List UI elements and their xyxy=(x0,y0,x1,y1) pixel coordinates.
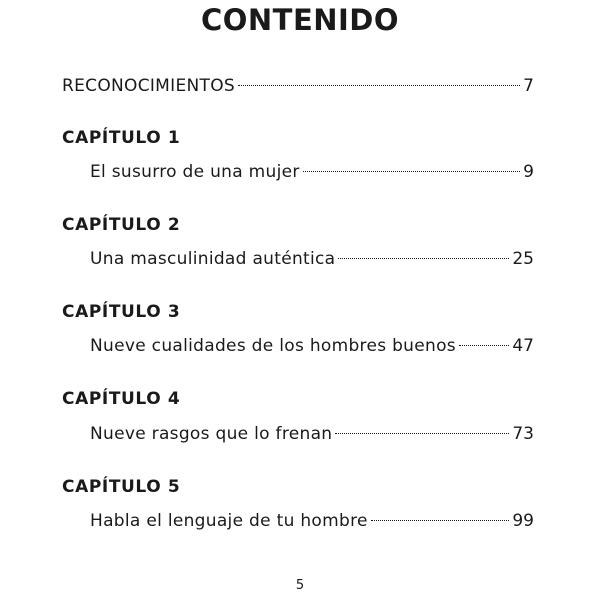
toc-entry-label: RECONOCIMIENTOS xyxy=(62,76,235,96)
toc-entry-label: Habla el lenguaje de tu hombre xyxy=(90,511,368,531)
toc-entry-chapter-4[interactable] xyxy=(90,417,534,445)
dot-leader xyxy=(238,69,520,91)
page-title: CONTENIDO xyxy=(200,3,400,37)
toc-entry-page: 47 xyxy=(512,336,534,356)
toc-entry-label: El susurro de una mujer xyxy=(90,162,300,182)
chapter-heading-2: CAPÍTULO 2 xyxy=(62,215,181,235)
chapter-heading-5: CAPÍTULO 5 xyxy=(62,477,181,497)
dot-leader xyxy=(371,504,510,526)
dot-leader xyxy=(338,242,509,264)
toc-entry-page: 9 xyxy=(523,162,534,182)
toc-entry-chapter-1[interactable] xyxy=(90,155,534,183)
dot-leader xyxy=(335,417,509,439)
toc-entry-page: 73 xyxy=(512,424,534,444)
toc-entry-label: Una masculinidad auténtica xyxy=(90,249,336,269)
toc-entry-chapter-3[interactable] xyxy=(90,329,534,357)
page-number: 5 xyxy=(295,578,305,593)
chapter-heading-3: CAPÍTULO 3 xyxy=(62,302,181,322)
toc-entry-chapter-2[interactable] xyxy=(90,242,534,270)
toc-entry-chapter-5[interactable] xyxy=(90,504,534,532)
toc-entry-page: 25 xyxy=(512,249,534,269)
dot-leader xyxy=(303,155,521,177)
toc-entry-page: 7 xyxy=(523,76,534,96)
toc-entry-label: Nueve rasgos que lo frenan xyxy=(90,424,333,444)
chapter-heading-4: CAPÍTULO 4 xyxy=(62,389,181,409)
toc-entry-label: Nueve cualidades de los hombres buenos xyxy=(90,336,456,356)
dot-leader xyxy=(459,329,509,351)
toc-entry-page: 99 xyxy=(512,511,534,531)
toc-entry-reconocimientos[interactable] xyxy=(62,69,534,97)
chapter-heading-1: CAPÍTULO 1 xyxy=(62,128,181,148)
